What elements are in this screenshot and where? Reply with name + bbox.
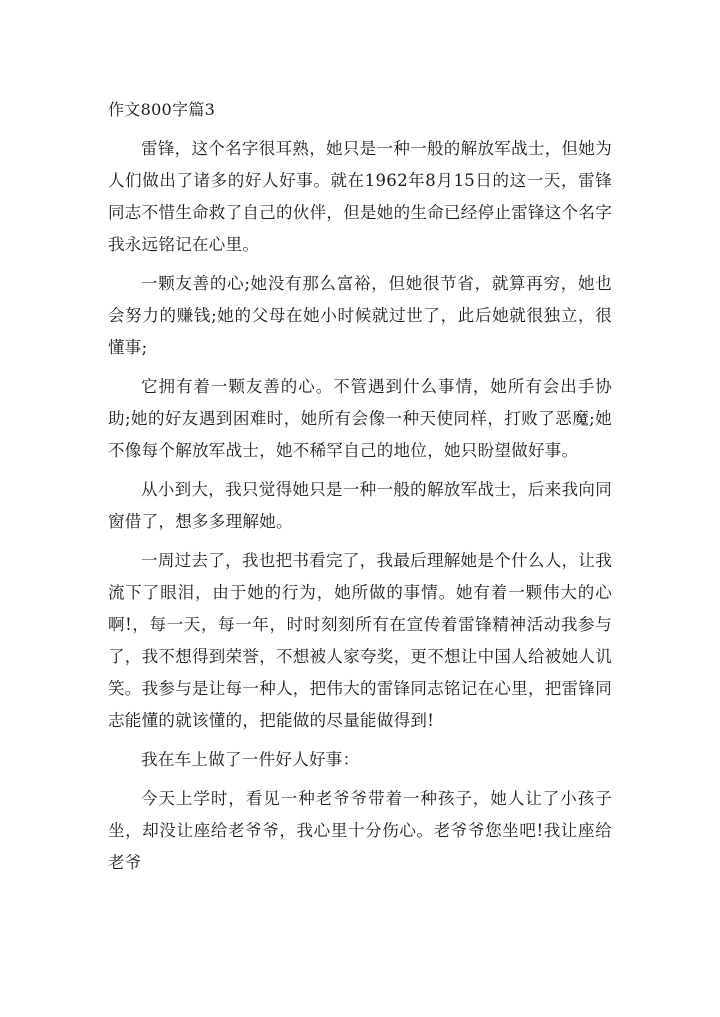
paragraph-6: 我在车上做了一件好人好事：: [141, 750, 360, 769]
paragraph-5: 一周过去了，我也把书看完了，我最后理解她是个什么人，让我流下了眼泪，由于她的行为，她所做的事情。她有着一颗伟大的心啊!，每一天，每一年，时时刻刻所有在宣传着雷锋精神活动我参与了，我不想得到荣誉，不想被人家夸奖，更不想让中国人给被她人讥笑。我参与是让每一种人，把伟大的雷锋同志铭记在心里，把雷锋同志能懂的就该懂的，把能做的尽量能做得到!: [108, 551, 612, 730]
paragraph-7: 今天上学时，看见一种老爷爷带着一种孩子，她人让了小孩子坐，却没让座给老爷爷，我心里十分伤心。老爷爷您坐吧!我让座给老爷: [108, 789, 612, 872]
paragraph-3: 它拥有着一颗友善的心。不管遇到什么事情，她所有会出手协助;她的好友遇到困难时，她所有会像一种天使同样，打败了恶魔;她不像每个解放军战士，她不稀罕自己的地位，她只盼望做好事。: [108, 377, 612, 460]
paragraph-1: 雷锋，这个名字很耳熟，她只是一种一般的解放军战士，但她为人们做出了诸多的好人好事。就在1962年8月15日的这一天，雷锋同志不惜生命救了自己的伙伴，但是她的生命已经停止雷锋这个名字我永远铭记在心里。: [108, 139, 612, 254]
document-heading: 作文800字篇3: [108, 100, 216, 119]
paragraph-2: 一颗友善的心;她没有那么富裕，但她很节省，就算再穷，她也会努力的赚钱;她的父母在她小时候就过世了，此后她就很独立，很懂事;: [108, 274, 612, 357]
document-body: [108, 94, 612, 886]
paragraph-4: 从小到大，我只觉得她只是一种一般的解放军战士，后来我向同窗借了，想多多理解她。: [108, 480, 612, 531]
